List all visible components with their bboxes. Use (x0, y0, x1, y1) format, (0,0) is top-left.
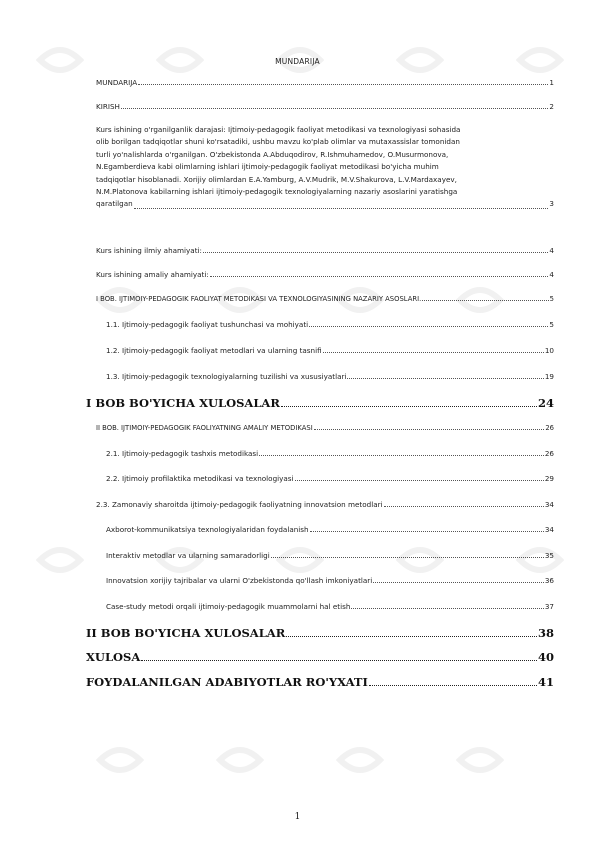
toc-entry-section-1-2[interactable] (106, 346, 554, 355)
toc-entry-section-2-1[interactable] (106, 449, 554, 458)
toc-entry-chapter-1[interactable] (96, 295, 554, 303)
toc-entry-page: 24 (537, 396, 554, 410)
dot-leader (203, 252, 548, 253)
dot-leader (309, 326, 548, 327)
toc-entry-page: 35 (544, 551, 554, 560)
toc-entry-text: II BOB BO'YICHA XULOSALAR (86, 626, 286, 640)
toc-entry-text: KIRISH (96, 102, 120, 111)
toc-entry-adabiyotlar[interactable] (86, 675, 554, 689)
toc-entry-chapter-2[interactable] (96, 424, 554, 432)
dot-leader (138, 84, 548, 85)
toc-entry-text: FOYDALANILGAN ADABIYOTLAR RO'YXATI (86, 675, 368, 689)
toc-entry-page: 4 (549, 246, 554, 255)
toc-entry-text: 1.1. Ijtimoiy-pedagogik faoliyat tushunchasi va mohiyati (106, 320, 309, 329)
toc-entry-line: N.M.Platonova kabilarning ishlari ijtimoiy-pedagogik texnologiyalarning nazariy asoslarini yaratishga (96, 187, 458, 197)
toc-entry-page: 34 (544, 525, 554, 534)
dot-leader (141, 660, 537, 661)
page-number: 1 (294, 812, 301, 822)
toc-entry-text: Innovatsion xorijiy tajribalar va ularni O'zbekistonda qo'llash imkoniyatlari (106, 576, 373, 585)
toc-entry-text: I BOB BO'YICHA XULOSALAR (86, 396, 280, 410)
dot-leader (373, 582, 544, 583)
toc-entry-line: turli yo'nalishlarda o'rganilgan. O'zbekistonda A.Abduqodirov, R.Ishmuhamedov, O.Musurmonova, (96, 149, 449, 159)
dot-leader (259, 455, 544, 456)
toc-entry-page: 5 (549, 320, 554, 329)
toc-entry-text: II BOB. IJTIMOIY-PEDAGOGIK FAOLIYATNING AMALIY METODIKASI (96, 424, 313, 432)
toc-entry-section-2-3[interactable] (96, 500, 554, 509)
toc-entry-line: Kurs ishining o'rganilganlik darajasi: Ijtimoiy-pedagogik faoliyat metodikasi va texnologiyasi sohasida (96, 125, 461, 134)
toc-entry-text: 1.3. Ijtimoiy-pedagogik texnologiyalarning tuzilishi va xususiyatlari (106, 372, 347, 381)
toc-entry-text: Axborot-kommunikatsiya texnologiyalaridan foydalanish (106, 525, 309, 534)
dot-leader (271, 557, 544, 558)
toc-entry-section-1-1[interactable] (106, 320, 554, 329)
toc-entry-xulosa[interactable] (86, 650, 554, 664)
toc-entry-page: 10 (544, 346, 554, 355)
toc-title: MUNDARIJA (275, 57, 320, 66)
toc-entry-page: 37 (544, 602, 554, 611)
toc-entry-page: 38 (537, 626, 554, 640)
toc-entry-line: olib borilgan tadqiqotlar shuni ko'rsatadiki, ushbu mavzu ko'plab olimlar va mutaxassislar tomonidan (96, 137, 460, 147)
toc-entry-page: 4 (549, 270, 554, 279)
toc-entry-text: Kurs ishining amaliy ahamiyati: (96, 270, 209, 279)
dot-leader (314, 429, 545, 430)
dot-leader (281, 406, 537, 407)
toc-entry-page: 3 (549, 199, 554, 209)
toc-entry-amaliy-ahamiyati[interactable] (96, 270, 554, 279)
dot-leader (134, 208, 549, 209)
dot-leader (286, 636, 537, 637)
toc-entry-organilganlik[interactable] (96, 124, 554, 211)
toc-entry-text: Case-study metodi orqali ijtimoiy-pedagogik muammolarni hal etish (106, 602, 351, 611)
dot-leader (310, 531, 544, 532)
toc-entry-chapter-2-conclusions[interactable] (86, 626, 554, 640)
toc-entry-page: 29 (544, 474, 554, 483)
dot-leader (347, 378, 543, 379)
toc-entry-text: Kurs ishining ilmiy ahamiyati: (96, 246, 202, 255)
toc-entry-line: qaratilgan (96, 199, 133, 209)
toc-entry-text: Interaktiv metodlar va ularning samaradorligi (106, 551, 270, 560)
dot-leader (351, 608, 543, 609)
toc-entry-text: XULOSA (86, 650, 141, 664)
toc-entry-page: 41 (537, 675, 554, 689)
toc-entry-text: 2.2. Ijtimoiy profilaktika metodikasi va texnologiyasi (106, 474, 294, 483)
toc-entry-section-1-3[interactable] (106, 372, 554, 381)
toc-entry-innovatsion[interactable] (106, 576, 554, 585)
toc-entry-line: tadqiqotlar hisoblanadi. Xorijiy olimlardan E.A.Yamburg, A.V.Mudrik, M.V.Shakurova, L.V.Mardaxayev, (96, 174, 457, 184)
toc-entry-text: 2.3. Zamonaviy sharoitda ijtimoiy-pedagogik faoliyatning innovatsion metodlari (96, 500, 383, 509)
toc-entry-text: 2.1. Ijtimoiy-pedagogik tashxis metodikasi (106, 449, 259, 458)
toc-entry-page: 19 (544, 372, 554, 381)
dot-leader (295, 480, 544, 481)
toc-entry-page: 1 (549, 78, 554, 87)
toc-entry-page: 40 (537, 650, 554, 664)
toc-entry-text: 1.2. Ijtimoiy-pedagogik faoliyat metodlari va ularning tasnifi (106, 346, 322, 355)
toc-entry-page: 5 (549, 295, 554, 303)
toc-entry-mundarija[interactable] (96, 78, 554, 87)
dot-leader (210, 276, 549, 277)
toc-entry-page: 26 (545, 424, 554, 432)
toc-entry-page: 26 (544, 449, 554, 458)
toc-entry-text: MUNDARIJA (96, 78, 138, 87)
toc-entry-ilmiy-ahamiyati[interactable] (96, 246, 554, 255)
toc-entry-line: N.Egamberdieva kabi olimlarning ishlari ijtimoiy-pedagogik faoliyat metodikasi bo'yicha muhim (96, 162, 439, 172)
dot-leader (384, 506, 544, 507)
dot-leader (323, 352, 544, 353)
toc-entry-interaktiv[interactable] (106, 551, 554, 560)
dot-leader (121, 108, 549, 109)
toc-entry-chapter-1-conclusions[interactable] (86, 396, 554, 410)
dot-leader (422, 300, 548, 301)
toc-entry-page: 2 (549, 102, 554, 111)
toc-entry-case-study[interactable] (106, 602, 554, 611)
toc-entry-page: 36 (544, 576, 554, 585)
toc-entry-kirish[interactable] (96, 102, 554, 111)
toc-entry-axborot[interactable] (106, 525, 554, 534)
toc-entry-section-2-2[interactable] (106, 474, 554, 483)
toc-entry-page: 34 (544, 500, 554, 509)
toc-entry-text: I BOB. IJTIMOIY-PEDAGOGIK FAOLIYAT METODIKASI VA TEXNOLOGIYASINING NAZARIY ASOSLARI. (96, 295, 422, 303)
dot-leader (369, 685, 537, 686)
